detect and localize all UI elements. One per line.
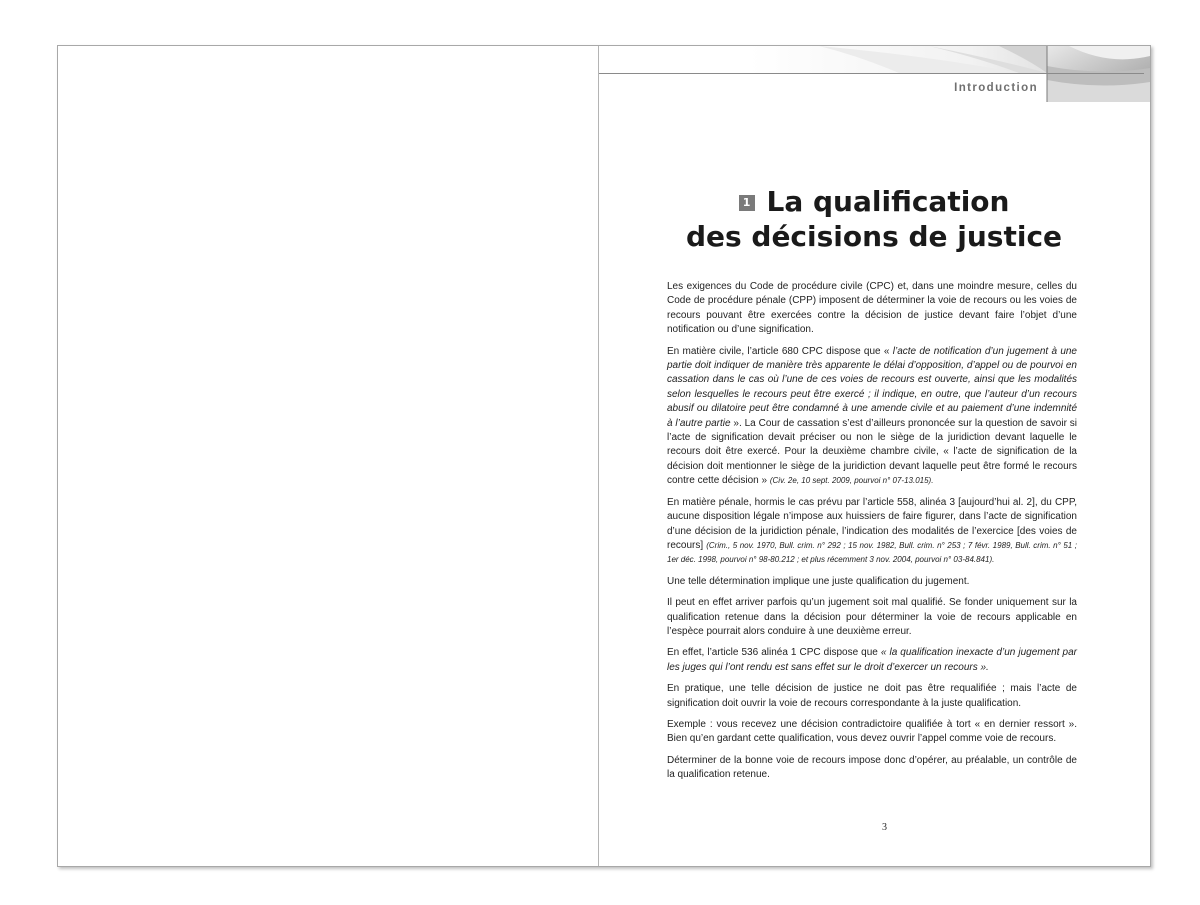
header-decoration [599,46,1150,102]
p2-rest: ». La Cour de cassation s’est d’ailleurs prononcée sur la question de savoir si l’acte de signification devait préciser ou non le siège de la juridiction devant laquelle le recours doit être exercé. Pour la deuxième chambre civile, « l’acte de signification de la décision doit mentionner le siège de la juridiction devant laquelle peut être formé le recours contre cette décision » [667,417,1077,487]
paragraph-2 [667,345,1077,489]
paragraph-5: Il peut en effet arriver parfois qu’un jugement soit mal qualifié. Se fonder uniquement sur la qualification retenue dans la décision pour déterminer la voie de recours applicable en l’espèce pourrait alors conduire à une deuxième erreur. [667,597,1077,637]
title-line-2: des décisions de justice [685,220,1063,253]
page-number: 3 [882,822,887,833]
paragraph-1: Les exigences du Code de procédure civile (CPC) et, dans une moindre mesure, celles du Code de procédure pénale (CPP) imposent de déterminer la voie de recours ou les voies de recours pouvant être exercées contre la décision de justice devant faire l’objet d’une notification ou d’une signification. [667,281,1077,336]
book-spread [57,45,1151,867]
paragraph-8: Exemple : vous recevez une décision contradictoire qualifiée à tort « en dernier ressort ». Bien qu’en gardant cette qualification, vous devez ouvrir l’appel comme voie de recours. [667,718,1077,745]
paragraph-6 [667,646,1077,675]
paragraph-3 [667,496,1077,568]
paragraph-9: Déterminer de la bonne voie de recours impose donc d’opérer, au préalable, un contrôle de la qualification retenue. [667,754,1077,781]
p6-quote: « la qualification inexacte d’un jugement par les juges qui l’ont rendu est sans effet sur le droit d’exercer un recours ». [667,647,1077,673]
p3-reference: (Crim., 5 nov. 1970, Bull. crim. n° 292 ; 15 nov. 1982, Bull. crim. n° 253 ; 7 févr. 1989, Bull. crim. n° 51 ; 1er déc. 1998, pourvoi n° 98-80.212 ; et plus récemment 3 nov. 2004, pourvoi n° 03-84.841). [667,540,1078,565]
body-text [667,280,1077,790]
p2-lead: En matière civile, l’article 680 CPC dispose que « [667,345,893,357]
header-rule [599,73,1144,74]
p2-reference: (Civ. 2e, 10 sept. 2009, pourvoi n° 07-13.015). [769,476,934,486]
section-title [659,184,1089,254]
right-page [599,46,1150,866]
p3-text: En matière pénale, hormis le cas prévu par l’article 558, alinéa 3 [aujourd’hui al. 2], du CPP, aucune disposition légale n’impose aux huissiers de faire figurer, dans l’acte de signification d’une décision de la juridiction pénale, l’indication des modalités de l’exercice [des voies de recours] [667,496,1077,551]
left-page-blank [58,46,599,866]
paragraph-7: En pratique, une telle décision de justice ne doit pas être requalifiée ; mais l’acte de signification doit ouvrir la voie de recours correspondante à la juste qualification. [667,683,1077,709]
p2-quote: l’acte de notification d’un jugement à une partie doit indiquer de manière très apparente le délai d’opposition, d’appel ou de pourvoi en cassation dans le cas où l’une de ces voies de recours est ouverte, ainsi que les modalités selon lesquelles le recours peut être exercé ; il indique, en outre, que l’auteur d’un recours abusif ou dilatoire peut être condamné à une amende civile et au paiement d’une indemnité à l’autre partie [667,345,1077,429]
section-number-badge: 1 [739,195,755,211]
p6-lead: En effet, l’article 536 alinéa 1 CPC dispose que [667,647,881,659]
paragraph-4: Une telle détermination implique une juste qualification du jugement. [667,575,970,587]
title-line-1 [659,184,1089,219]
title-text-1: La qualification [766,185,1010,218]
running-head: Introduction [954,82,1038,94]
